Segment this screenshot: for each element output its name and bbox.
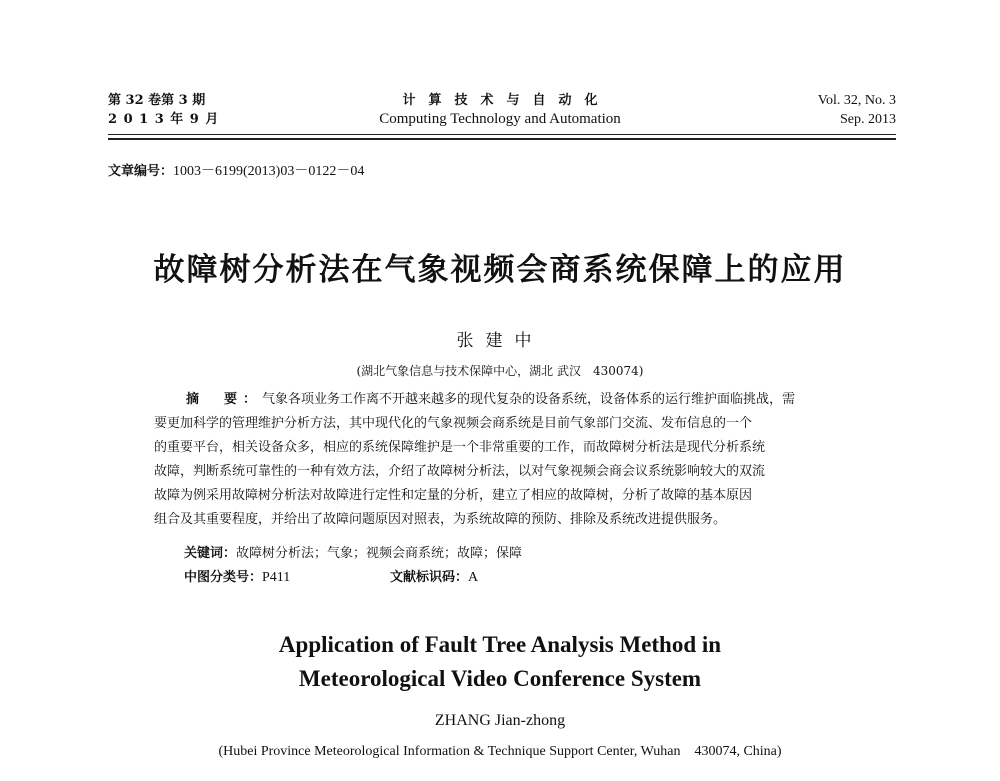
keywords: [184, 542, 522, 561]
paper-title-en-line1: Application of Fault Tree Analysis Method in: [278, 632, 722, 657]
affiliation-cn: (湖北气象信息与技术保障中心，湖北 武汉 430074): [356, 364, 644, 378]
author-cn: 张建中: [456, 331, 544, 351]
article-number-label: 文章编号：: [108, 164, 174, 179]
journal-volume-en: Vol. 32, No. 3: [817, 93, 896, 108]
abstract-line: 要更加科学的管理维护分析方法，其中现代化的气象视频会商系统是目前气象部门交流、发布信息的一个: [154, 416, 753, 431]
document-code-value: A: [468, 570, 479, 585]
journal-date-en: Sep. 2013: [840, 112, 896, 127]
journal-date-cn: 2 0 1 3 年 9 月: [108, 112, 220, 127]
abstract-line: 摘 要：气象各项业务工作离不开越来越多的现代复杂的设备系统，设备体系的运行维护面临挑战，需: [186, 392, 796, 407]
author-en: ZHANG Jian-zhong: [434, 712, 566, 729]
document-code-label: 文献标识码：: [390, 570, 469, 585]
paper-title-cn: 故障树分析法在气象视频会商系统保障上的应用: [153, 252, 847, 288]
abstract-line: 故障为例采用故障树分析法对故障进行定性和定量的分析，建立了相应的故障树，分析了故障的基本原因: [154, 488, 753, 503]
header-rule-thick: [108, 138, 896, 140]
article-number: [108, 160, 364, 180]
journal-name-cn: 计 算 技 术 与 自 动 化: [402, 93, 598, 108]
paper-title-en: [0, 628, 1000, 696]
clc-value: P411: [262, 570, 291, 585]
clc-label: 中图分类号：: [184, 570, 263, 585]
abstract-line: 的重要平台，相关设备众多，相应的系统保障维护是一个非常重要的工作，而故障树分析法是现代分析系统: [154, 440, 766, 455]
abstract-line: 故障，判断系统可靠性的一种有效方法，介绍了故障树分析法，以对气象视频会商会议系统影响较大的双流: [154, 464, 766, 479]
clc-number: [184, 566, 290, 586]
keywords-value: 故障树分析法；气象；视频会商系统；故障；保障: [236, 546, 523, 561]
abstract: [154, 388, 860, 532]
keywords-label: 关键词：: [184, 546, 237, 561]
journal-name-en: Computing Technology and Automation: [379, 111, 621, 127]
abstract-label: 摘 要：: [186, 392, 263, 407]
journal-volume-issue: 第 32 卷第 3 期: [108, 93, 206, 108]
header-rule-thin: [108, 134, 896, 135]
affiliation-en: (Hubei Province Meteorological Information & Technique Support Center, Wuhan 430074, China): [218, 744, 782, 759]
abstract-line: 组合及其重要程度，并给出了故障问题原因对照表，为系统故障的预防、排除及系统改进提供服务。: [154, 512, 727, 527]
document-code: [390, 566, 478, 586]
article-number-value: 1003－6199(2013)03－0122－04: [173, 164, 365, 179]
paper-title-en-line2: Meteorological Video Conference System: [298, 666, 702, 691]
